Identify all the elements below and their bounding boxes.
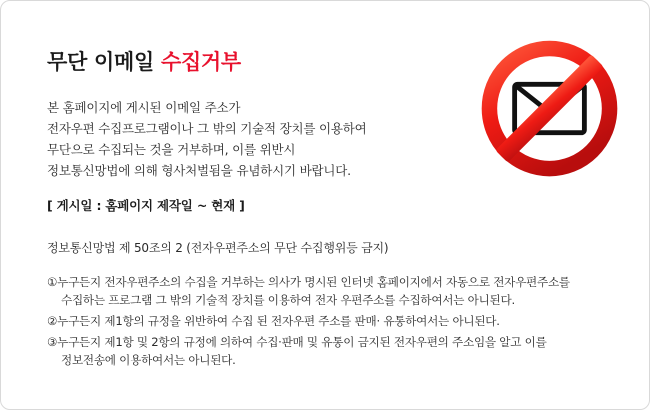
intro-line-4: 정보통신망법에 의해 형사처벌됨을 유념하시기 바랍니다. [47,163,351,178]
no-email-prohibition-icon [472,31,627,186]
page-title [47,46,241,76]
clause-1-line-1: ①누구든지 전자우편주소의 수집을 거부하는 의사가 명시된 인터넷 홈페이지에서 자동으로 전자우편주소를 [47,275,570,289]
intro-line-3: 무단으로 수집되는 것을 거부하며, 이를 위반시 [47,142,296,157]
clause-1-line-2: 수집하는 프로그램 그 밖의 기술적 장치를 이용하여 전자 우편주소를 수집하여서는 아니된다. [61,293,515,307]
page-title-lead: 무단 이메일 [47,50,161,75]
clause-2-line-1: ②누구든지 제1항의 규정을 위반하여 수집 된 전자우편 주소를 판매· 유통하여서는 아니된다. [47,314,500,328]
clause-item [47,312,627,330]
clause-3-line-2: 정보전송에 이용하여서는 아니된다. [61,353,236,367]
intro-line-2: 전자우편 수집프로그램이나 그 밖의 기술적 장치를 이용하여 [47,121,367,136]
clause-item [47,333,627,369]
clause-list [47,273,627,372]
clause-item [47,273,627,309]
page-title-accent: 수집거부 [160,50,241,75]
clause-3-line-1: ③누구든지 제1항 및 2항의 규정에 의하여 수집·판매 및 유통이 금지된 전자우편의 주소임을 알고 이를 [47,335,547,349]
intro-line-1: 본 홈페이지에 게시된 이메일 주소가 [47,100,241,115]
posted-date-label: [ 게시일 : 홈페이지 제작일 ~ 현재 ] [47,198,245,213]
intro-paragraph [47,97,467,181]
law-reference-text: 정보통신망법 제 50조의 2 (전자우편주소의 무단 수집행위등 금지) [47,241,389,255]
